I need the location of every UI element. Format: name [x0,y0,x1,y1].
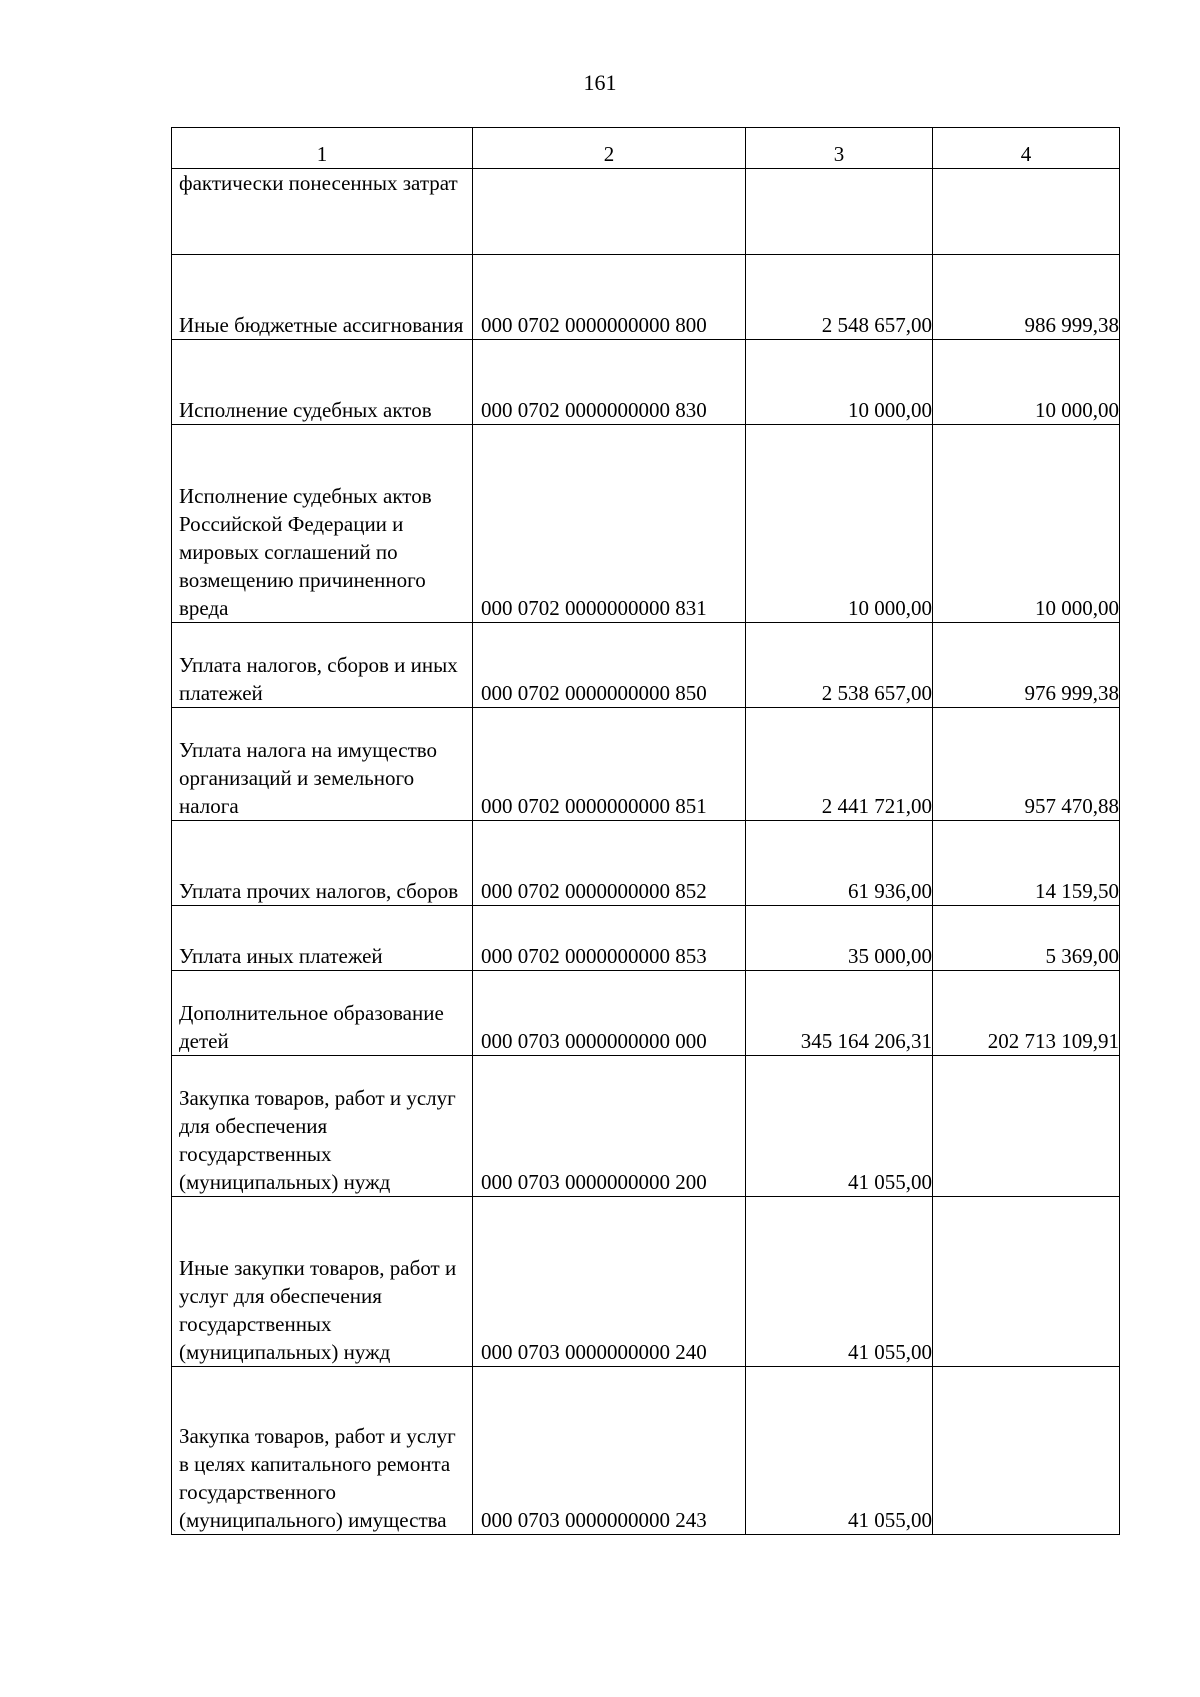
table-row [172,1197,1120,1367]
row-name: Уплата налогов, сборов и иных платежей [172,623,473,708]
row-code: 000 0702 0000000000 851 [473,708,746,821]
column-header-3: 3 [746,128,933,169]
row-code: 000 0703 0000000000 200 [473,1056,746,1197]
row-value-3: 41 055,00 [746,1197,933,1367]
row-value-4: 957 470,88 [933,708,1120,821]
row-name: Иные закупки товаров, работ и услуг для обеспечения государственных (муниципальных) нужд [172,1197,473,1367]
row-value-3: 2 538 657,00 [746,623,933,708]
row-value-4: 976 999,38 [933,623,1120,708]
row-code: 000 0703 0000000000 240 [473,1197,746,1367]
column-header-4: 4 [933,128,1120,169]
table-row [172,708,1120,821]
row-name: Уплата прочих налогов, сборов [172,821,473,906]
row-code: 000 0702 0000000000 853 [473,906,746,971]
row-code: 000 0702 0000000000 852 [473,821,746,906]
row-code: 000 0703 0000000000 000 [473,971,746,1056]
row-name: Закупка товаров, работ и услуг для обеспечения государственных (муниципальных) нужд [172,1056,473,1197]
row-value-4 [933,169,1120,255]
row-code: 000 0702 0000000000 830 [473,340,746,425]
row-name: Закупка товаров, работ и услуг в целях капитального ремонта государственного (муниципального) имущества [172,1367,473,1535]
row-value-3: 41 055,00 [746,1056,933,1197]
row-value-4: 10 000,00 [933,425,1120,623]
row-value-3 [746,169,933,255]
row-code: 000 0702 0000000000 850 [473,623,746,708]
row-value-4: 202 713 109,91 [933,971,1120,1056]
row-value-4: 14 159,50 [933,821,1120,906]
row-name: фактически понесенных затрат [172,169,473,255]
row-code: 000 0703 0000000000 243 [473,1367,746,1535]
row-name: Исполнение судебных актов Российской Федерации и мировых соглашений по возмещению причиненного вреда [172,425,473,623]
row-value-3: 2 441 721,00 [746,708,933,821]
header-row [172,128,1120,169]
row-name: Уплата налога на имущество организаций и земельного налога [172,708,473,821]
table-row [172,623,1120,708]
table-row [172,425,1120,623]
table-body [172,169,1120,1535]
row-value-4 [933,1056,1120,1197]
row-code: 000 0702 0000000000 831 [473,425,746,623]
row-name: Уплата иных платежей [172,906,473,971]
table-row [172,340,1120,425]
table-row [172,906,1120,971]
row-value-3: 10 000,00 [746,425,933,623]
row-code [473,169,746,255]
row-value-3: 41 055,00 [746,1367,933,1535]
table-row [172,971,1120,1056]
table-row [172,1367,1120,1535]
row-name: Дополнительное образование детей [172,971,473,1056]
row-name: Иные бюджетные ассигнования [172,255,473,340]
row-value-3: 10 000,00 [746,340,933,425]
row-code: 000 0702 0000000000 800 [473,255,746,340]
table-row [172,169,1120,255]
row-value-4 [933,1367,1120,1535]
row-value-4: 5 369,00 [933,906,1120,971]
row-value-4: 986 999,38 [933,255,1120,340]
table-row [172,1056,1120,1197]
table-row [172,821,1120,906]
row-value-4 [933,1197,1120,1367]
row-value-3: 2 548 657,00 [746,255,933,340]
row-value-3: 35 000,00 [746,906,933,971]
row-value-3: 345 164 206,31 [746,971,933,1056]
budget-table [171,127,1120,1535]
table-header [172,128,1120,169]
row-value-4: 10 000,00 [933,340,1120,425]
row-name: Исполнение судебных актов [172,340,473,425]
column-header-1: 1 [172,128,473,169]
table-row [172,255,1120,340]
column-header-2: 2 [473,128,746,169]
row-value-3: 61 936,00 [746,821,933,906]
page-number: 161 [583,70,617,95]
